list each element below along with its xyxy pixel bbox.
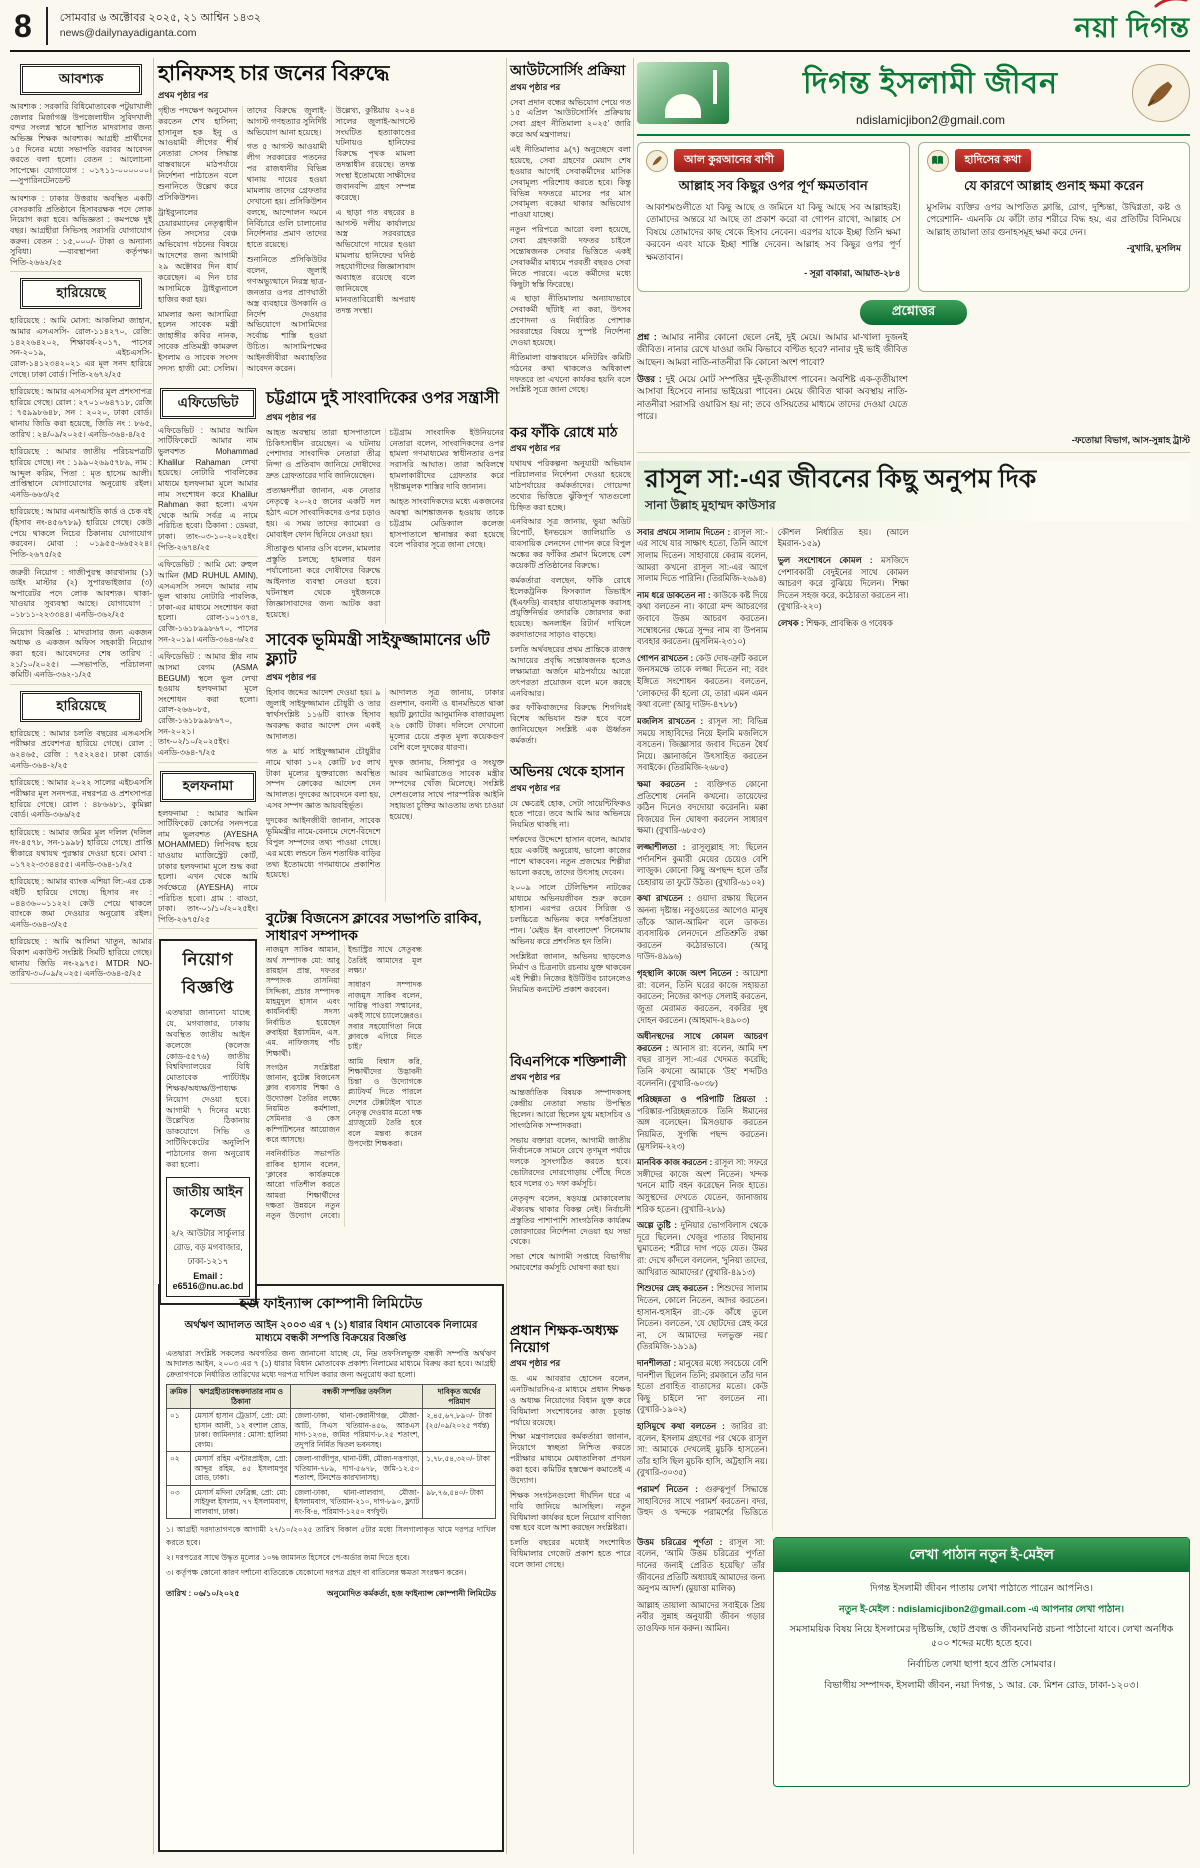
article-headline: বুটেক্স বিজনেস ক্লাবের সভাপতি রাকিব, সাধারণ সম্পাদক xyxy=(266,910,482,943)
paragraph: আহত সাংবাদিকদের মধ্যে একজনের অবস্থা আশঙ্কাজনক হওয়ায় তাকে চট্টগ্রাম মেডিক্যাল কলেজ হাসপাতালে স্থানান্তর করা হয়েছে বলে পরিবার সূত্রে জানা গেছে। xyxy=(389,496,504,550)
paragraph: পরামর্শ নিতেন : গুরুত্বপূর্ণ সিদ্ধান্তে সাহাবিদের সাথে পরামর্শ করতেন। বদর, উহুদ ও খন্দকে পরামর্শের ভিত্তিতে কৌশল নির্ধারিত হয়। (আলে ইমরান-১৫৯) xyxy=(637,526,909,1518)
recruitment-ad xyxy=(159,939,257,1305)
islami-jibon-section xyxy=(637,58,1190,1854)
article-hanif xyxy=(158,62,504,378)
paragraph: নতুন ই-মেইল : ndislamicjibon2@gmail.com -এ আপনার লেখা পাঠান। xyxy=(838,1603,1124,1615)
paragraph: নিয়োগ বিজ্ঞপ্তি : মাদরাসার জন্য একজন অধ্যক্ষ ও একজন অফিস সহকারী নিয়োগ করা হবে। আবেদনের শেষ তারিখ : ২১/১০/২০২৫। —সভাপতি, পরিচালনা কমিটি। এনডি-৩৬২-১/২৫ xyxy=(10,625,152,685)
quran-source: - সূরা বাকারা, আয়াত-২৮৪ xyxy=(804,268,901,279)
paragraph: উত্তম চরিত্রের পূর্ণতা : রাসূল সা: বলেন, 'আমি উত্তম চরিত্রের পূর্ণতা দানের জন্যই প্রেরিত হয়েছি।' তাঁর জীবনের প্রতিটি অধ্যায়ই আমাদের জন্য অনুপম আদর্শ। (মুয়াত্তা মালিক) xyxy=(637,1536,765,1594)
paragraph: হলফনামা : আমার আমিন সার্টিফিকেট কোর্সের সনদপত্রে নাম ভুলবশত (AYESHA MOHAMMED) লিপিবদ্ধ হয়ে যাওয়ায় ম্যাজিস্ট্রেট কোর্ট, ঢাকার হলফনামা মূলে শুদ্ধ করা হলো। এখন থেকে আমি সর্বক্ষেত্রে (AYESHA) নামে পরিচিত হবো। গ্রাম : বাড্ডা, ঢাকা। তাং-০১/১০/২০২৫ইং। পিতি-২৬৭৫/২৫ xyxy=(158,806,258,930)
paragraph: আহত অবস্থায় তারা হাসপাতালে চিকিৎসাধীন রয়েছেন। এ ঘটনায় পেশাদার সাংবাদিক নেতারা তীব্র নিন্দা ও প্রতিবাদ জানিয়ে দোষীদের দ্রুত গ্রেফতারের দাবি জানিয়েছেন। xyxy=(266,427,381,481)
article-headline: সাবেক ভূমিমন্ত্রী সাইফুজ্জামানের ৬টি ফ্ল্যাট xyxy=(266,631,490,668)
section-title-affidavit: এফিডেভিট xyxy=(160,388,256,419)
paragraph: নীতিমালা বাস্তবায়নে মনিটরিং কমিটি গঠনের কথা থাকলেও অধিকাংশ দফতরে তা এখনো কার্যকর হয়নি বলে সংশ্লিষ্ট সূত্রে জানা গেছে। xyxy=(510,352,631,395)
paragraph: সবার প্রথমে সালাম দিতেন : রাসূল সা:-এর সাথে যার সাক্ষাৎ হতো, তিনি আগে সালাম দিতেন। সাহাবায়ে কেরাম বলেন, আমরা কখনো রাসূল সা:-এর আগে সালাম দিতে পারিনি। (তিরমিজি-২৬৯৪) xyxy=(637,526,768,584)
paragraph: ক্ষমা করতেন : ব্যক্তিগত কোনো প্রতিশোধ নেননি কখনো। তায়েফের কঠিন দিনেও বদদোয়া করেননি। মক্কা বিজয়ের দিন ঘোষণা করলেন সাধারণ ক্ষমা। (বুখারি-৬৮৫৩) xyxy=(637,778,768,836)
paragraph: দর্শকদের উদ্দেশে হাসান বলেন, আমার হয়ে একটিই অনুরোধ, ভালো কাজের পাশে থাকবেন। নতুন প্রজন্মের শিল্পীরা ভালো করছে, তাদের উৎসাহ দেবেন। xyxy=(510,835,631,877)
paragraph: দুদক জানায়, সিঙ্গাপুর ও সংযুক্ত আরব আমিরাতেও সাবেক মন্ত্রীর সম্পদের খোঁজ মিলেছে। সংশ্লিষ্ট দেশগুলোর সাথে পারস্পরিক আইনি সহায়তা চুক্তির আওতায় তথ্য চাওয়া হয়েছে। xyxy=(389,757,504,822)
paragraph: উল্লেখ্য, কুষ্টিয়ায় ২০২৪ সালের জুলাই-আগস্টে সংঘটিত হত্যাকাণ্ডের ঘটনায়ও হানিফের বিরুদ্ধে পৃথক মামলা তদন্তাধীন রয়েছে। তদন্ত সংস্থা ইতোমধ্যে সাক্ষীদের জবানবন্দি গ্রহণ সম্পন্ন করেছে। xyxy=(335,105,416,202)
paragraph: হাসিমুখে কথা বলতেন : জারির রা: বলেন, ইসলাম গ্রহণের পর থেকে রাসূল সা: আমাকে দেখলেই মুচকি হাসতেন। তাঁর হাসি ছিল মুচকি হাসি, অট্টহাসি নয়। (বুখারি-৩০৩৫) xyxy=(637,1421,768,1478)
column-rule xyxy=(153,58,154,1854)
table-cell: ৯৮,৭৬,৫৪০/- টাকা xyxy=(423,1485,496,1518)
paragraph: ড. এম আবরার হোসেন বলেন, এনটিআরসিএ-র মাধ্যমে প্রধান শিক্ষক ও অধ্যক্ষ নিয়োগের বিধান যুক্ত করে বিধিমালা সংশোধনের কাজ চূড়ান্ত পর্যায়ে রয়েছে। xyxy=(510,1374,631,1427)
paragraph: দিগন্ত ইসলামী জীবন পাতায় লেখা পাঠাতে পারেন আপনিও। xyxy=(870,1582,1093,1594)
classified-list xyxy=(10,726,152,984)
table-cell: ১,৭৮,৫৪,৩২০/- টাকা xyxy=(423,1452,496,1485)
paragraph: সীতাকুণ্ড থানার ওসি বলেন, মামলার প্রস্তুতি চলছে; হামলার ধরন পর্যালোচনা করে দোষীদের বিরুদ্ধে আইনগত ব্যবস্থা নেওয়া হবে। ঘটনাস্থল থেকে দুইজনকে জিজ্ঞাসাবাদের জন্য আটক করা হয়েছে। xyxy=(266,544,381,619)
article-body xyxy=(510,1374,631,1674)
fifth-column xyxy=(510,58,631,1854)
college-name: জাতীয় আইন কলেজ xyxy=(173,1184,243,1221)
logo-text: নয়া দিগন্ত xyxy=(1074,11,1190,43)
article-flats xyxy=(266,632,504,903)
auction-notice-ad xyxy=(158,1284,504,1852)
paragraph: এফিডেভিট : আমার আমিন সার্টিফিকেটে আমার নাম ভুলবশত Mohammad Khalilur Rahaman লেখা হয়েছে। নোটারি পাবলিকের মাধ্যমে হলফনামা মূলে আমার নাম সংশোধন করে Khalilur Rahman করা হলো। এখন থেকে আমি সর্বত্র এ নামে পরিচিত হবো। ঠিকানা : ডেমরা, ঢাকা। তাং-০৩-১০-২০২৫ইং। পিতি-২৬৭৪/২৫ xyxy=(158,423,258,558)
paragraph: প্রশ্ন : আমার নানীর কোনো ছেলে নেই, দুই মেয়ে। আমার মা-খালা দুজনই জীবিত। নানার রেখে যাওয়া জমি কিভাবে বণ্টিত হবে? নানার দুই ভাই জীবিত আছেন। আমরা নাতি-নাতনীরা কি কোনো অংশ পাবো? xyxy=(637,332,908,367)
page-number: 8 xyxy=(10,7,48,45)
classified-list xyxy=(10,99,152,272)
paragraph: কর ফাঁকিবাজদের বিরুদ্ধে শিগগিরই বিশেষ অভিযান শুরু হবে বলে জানিয়েছেন সংশ্লিষ্ট এক ঊর্ধ্বতন কর্মকর্তা। xyxy=(510,703,631,746)
paragraph: শিশুদের স্নেহ করতেন : শিশুদের সালাম দিতেন, কোলে নিতেন, আদর করতেন। হাসান-হুসাইন রা:-কে কাঁধে তুলে নিতেন। বলতেন, 'যে ছোটদের স্নেহ করে না, সে আমাদের দলভুক্ত নয়।' (তিরমিজি-১৯১৯) xyxy=(637,1283,768,1352)
table-cell: ০২ xyxy=(167,1452,191,1485)
college-address: ২/২ আউটার সার্কুলার রোড, বড় মগবাজার, ঢাকা-১২১৭ xyxy=(171,1228,245,1267)
paragraph: শিক্ষক সংগঠনগুলো দীর্ঘদিন ধরে এ দাবি জানিয়ে আসছিল। নতুন বিধিমালা কার্যকর হলে নিয়োগ বাণিজ্য বন্ধ হবে বলে আশা করছেন সংশ্লিষ্টরা। xyxy=(510,1490,631,1533)
paragraph: দানশীলতা : মানুষের মধ্যে সবচেয়ে বেশি দানশীল ছিলেন তিনি; রমজানে তাঁর দান হতো প্রবাহিত বাতাসের মতো। কেউ কিছু চাইলে 'না' বলতেন না। (বুখারি-১৯০২) xyxy=(637,1357,768,1415)
paragraph: জরুরী নিয়োগ : গাজীপুরস্থ কারখানায় (১) ডাইং মাস্টার (২) সুপারভাইজার (৩) অপারেটর পদে লোক আবশ্যক। থাকা-খাওয়ার সুব্যবস্থা আছে। যোগাযোগ : ০১৮১১-২২৩৩৪৪। এনডি-৩৬২/২৫ xyxy=(10,565,152,625)
article-headline: আউটসোর্সিং প্রক্রিয়া xyxy=(510,62,626,78)
paragraph: সভা শেষে আগামী সপ্তাহে বিভাগীয় সমাবেশের কর্মসূচি ঘোষণা করা হয়। xyxy=(510,1252,631,1273)
continuation-kicker: প্রথম পৃষ্ঠার পর xyxy=(158,89,209,100)
paragraph: চট্টগ্রাম সাংবাদিক ইউনিয়নের নেতারা বলেন, সাংবাদিকদের ওপর হামলা গণমাধ্যমের স্বাধীনতার ওপর সরাসরি আঘাত। তারা অবিলম্বে হামলাকারীদের গ্রেফতার করে দৃষ্টান্তমূলক শাস্তির দাবি জানান। xyxy=(389,427,504,492)
article-hasan xyxy=(510,763,631,1045)
ad-body: এতদ্বারা জানানো যাচ্ছে যে, মগবাজার, ঢাকায় অবস্থিত জাতীয় আইন কলেজে (কলেজ কোড-৫৫৭৬) জাতীয় বিশ্ববিদ্যালয়ের বিধি মোতাবেক পার্টটাইম শিক্ষক/অধ্যক্ষ/উপাধ্যক্ষ নিয়োগ দেওয়া হবে। আগামী ৭ দিনের মধ্যে উল্লেখিত ঠিকানায় ডাকযোগে সিভি ও সার্টিফিকেটের অনুলিপি পাঠানোর জন্য অনুরোধ করা হলো। xyxy=(166,1008,250,1169)
paragraph: ২০০৯ সালে টেলিভিশন নাটকের মাধ্যমে অভিনয়জীবন শুরু করেন হাসান। এরপর ওয়েব সিরিজ ও চলচ্চিত্রে অভিনয় করে দর্শকপ্রিয়তা পান। 'মেইড ইন বাংলাদেশ' সিনেমায় অভিনয় করে প্রশংসিত হন তিনি। xyxy=(510,882,631,947)
table-cell: জেলা-ঢাকা, থানা-লালবাগ, মৌজা-ইসলামবাগ, খতিয়ান-২১০, দাগ-৮৯০, ফ্ল্যাট নং-বি-৪, পরিমাণ-১২৫০ বর্গফুট। xyxy=(291,1485,423,1518)
table-row xyxy=(167,1485,496,1518)
paragraph: শিক্ষা মন্ত্রণালয়ের কর্মকর্তারা জানান, নিয়োগে স্বচ্ছতা নিশ্চিত করতে পরীক্ষার মাধ্যমে মেধাতালিকা প্রণয়ন করা হবে। কমিটির হস্তক্ষেপ কমাতেই এ উদ্যোগ। xyxy=(510,1432,631,1485)
section-title-aboshshok: আবশ্যক xyxy=(20,64,142,95)
article-teacher xyxy=(510,1322,631,1674)
paragraph: প্রত্যক্ষদর্শীরা জানান, এক নেতার নেতৃত্বে ২০-২৫ জনের একটি দল হঠাৎ এসে সাংবাদিকদের ওপর চড়াও হয়। এ সময় তাদের ক্যামেরা ও মোবাইল ফোন ছিনিয়ে নেওয়া হয়। xyxy=(266,486,381,539)
paragraph: মানবিক কাজ করতেন : রাসূল সা: সফরে সঙ্গীদের কাজে অংশ নিতেন। খন্দক খননে মাটি বহন করেছেন নিজ হাতে। অসুস্থদের দেখতে যেতেন, জানাজায় শরিক হতেন। (বুখারি-২৮৯) xyxy=(637,1157,768,1214)
column-rule xyxy=(633,58,634,1854)
paragraph: সভায় বক্তারা বলেন, আগামী জাতীয় নির্বাচনকে সামনে রেখে তৃণমূল পর্যায়ে দলকে সুসংগঠিত করতে হবে। ভোটারদের দোরগোড়ায় পৌঁছে দিতে হবে দলের ৩১ দফা কর্মসূচি। xyxy=(510,1135,631,1189)
section-title: দিগন্ত ইসলামী জীবন xyxy=(802,67,1059,100)
article-headline: বিএনপিকে শক্তিশালী xyxy=(510,1052,627,1069)
article-headline: চট্টগ্রামে দুই সাংবাদিকের ওপর সন্ত্রাসী xyxy=(266,389,500,407)
date-block xyxy=(60,11,261,40)
college-box xyxy=(166,1177,250,1297)
article-tax xyxy=(510,424,631,756)
paragraph: এ ছাড়া গত বছরের ৪ আগস্ট দলীয় কার্যালয়ে অস্ত্র সরবরাহের অভিযোগে দায়ের হওয়া মামলায় হানিফের ঘনিষ্ঠ সহযোগীদের জিজ্ঞাসাবাদ অব্যাহত রয়েছে বলে জানিয়েছে মানবতাবিরোধী অপরাধ তদন্ত সংস্থা। xyxy=(335,207,416,315)
paragraph: হারিয়েছে : আমার এনআইডি কার্ড ও চেক বই (হিসাব নং-৪৫৬৭৮৯) হারিয়ে গেছে। কেউ পেয়ে থাকলে নিচের ঠিকানায় যোগাযোগ করবেন। মোবা : ০১৯৫৫-৬৬৫২২৪। পিতি-২৬৭৫/২৫ xyxy=(10,504,152,564)
submission-box-body xyxy=(774,1572,1189,1710)
logo-swoosh-icon xyxy=(1154,0,1188,8)
ad-title: নিয়োগ বিজ্ঞপ্তি xyxy=(181,950,235,998)
paragraph: মজলিস রাখতেন : রাসূল সা: বিভিন্ন সময়ে সাহাবিদের নিয়ে ইলমি মজলিসে বসতেন। জিজ্ঞাসার জবাব দিতেন ধৈর্য নিয়ে। জ্ঞানার্জনে উৎসাহিত করতেন সবাইকে। (তিরমিজি-২৬৮৫) xyxy=(637,715,768,773)
paragraph: অল্পে তুষ্টি : দুনিয়ার ভোগবিলাস থেকে দূরে ছিলেন। খেজুর পাতার বিছানায় ঘুমাতেন; শরীরে দাগ পড়ে যেত। উমর রা: দেখে কাঁদলে বললেন, 'দুনিয়া তাদের, আখিরাত আমাদের।' (বুখারি-৪৯১৩) xyxy=(637,1220,768,1277)
article-body xyxy=(510,459,631,755)
hadith-headline: যে কারণে আল্লাহ গুনাহ ক্ষমা করেন xyxy=(963,178,1144,193)
feature-body xyxy=(637,527,1190,1531)
continuation-kicker: প্রথম পৃষ্ঠার পর xyxy=(510,443,561,454)
classifieds-column xyxy=(10,58,152,1854)
paragraph: ৩। কর্তৃপক্ষ কোনো কারণ দর্শানো ব্যতিরেকে যেকোনো দরপত্র গ্রহণ বা বাতিলের ক্ষমতা সংরক্ষণ করেন। xyxy=(166,1568,467,1578)
book-icon xyxy=(927,150,949,172)
islami-jibon-header xyxy=(637,58,1190,136)
paragraph: অধীনস্থদের সাথে কোমল আচরণ করতেন : আনাস রা: বলেন, আমি দশ বছর রাসূল সা:-এর খেদমত করেছি; তিনি কখনো আমাকে 'উহ' শব্দটিও বলেননি। (বুখারি-৬০৩৮) xyxy=(637,1031,768,1088)
paragraph: গত ৫ আগস্ট আওয়ামী লীগ সরকারের পতনের পর রাজধানীর বিভিন্ন থানায় দায়ের হওয়া মামলায় তাদের গ্রেফতার দেখানো হয়। প্রসিকিউশন বলছে, আন্দোলন দমনে নির্বিচারে গুলি চালানোর নির্দেশনার প্রমাণ তাদের হাতে রয়েছে। xyxy=(246,142,327,250)
article-body xyxy=(510,98,631,416)
paragraph: নাম ধরে ডাকতেন না : কাউকে কষ্ট দিয়ে কথা বলতেন না। কারো মন্দ আচরণের জবাবে উত্তম আচরণ করতেন। সম্বোধনের ক্ষেত্রে সুন্দর নাম বা উপনাম ব্যবহার করতেন। (মুসলিম-২৩১০) xyxy=(637,589,768,647)
paragraph: লেখক : শিক্ষক, প্রাবন্ধিক ও গবেষক xyxy=(777,618,893,629)
paragraph: সংশ্লিষ্টরা জানান, অভিনয় ছাড়লেও নির্মাণ ও চিত্রনাট্য রচনায় যুক্ত থাকবেন এই শিল্পী। নিজের ইউটিউব চ্যানেলেও নিয়মিত কনটেন্ট প্রকাশ করবেন। xyxy=(510,951,631,994)
quran-headline: আল্লাহ সব কিছুর ওপর পূর্ণ ক্ষমতাবান xyxy=(678,178,868,193)
paragraph: উত্তর : দুই মেয়ে মোট সম্পত্তির দুই-তৃতীয়াংশ পাবেন। অবশিষ্ট এক-তৃতীয়াংশ আসাবা হিসেবে নানার ভাইয়েরা পাবেন। মেয়ে জীবিত থাকা অবস্থায় নাতি-নাতনীরা সরাসরি ওয়ারিস হয় না; তবে ওসিয়তের মাধ্যমে তাদের দেওয়া যেতে পারে। xyxy=(637,373,908,421)
paragraph: দুদকের আইনজীবী জানান, সাবেক ভূমিমন্ত্রীর নামে-বেনামে দেশে-বিদেশে বিপুল সম্পদের তথ্য পাওয়া গেছে। এর মধ্যে লন্ডনে তিন শতাধিক বাড়ির তথ্য ইতোমধ্যে গণমাধ্যমে প্রকাশিত হয়েছে। xyxy=(266,816,381,880)
paragraph: গৃহীত পদক্ষেপ অনুমোদন করতেন শেখ হাসিনা; হাসানুল হক ইনু ও আওয়ামী লীগের শীর্ষ নেতারা সেসব সিদ্ধান্ত বাস্তবায়নে মাঠপর্যায়ে নির্দেশনা পাঠাতেন বলে শুনানিতে উল্লেখ করে প্রসিকিউশন। xyxy=(158,105,238,202)
article-headline: প্রধান শিক্ষক-অধ্যক্ষ নিয়োগ xyxy=(510,1322,619,1355)
article-headline: কর ফাঁকি রোধে মাঠ xyxy=(510,423,618,440)
paragraph: হারিয়েছে : আমার ব্যাংক এশিয়া লি:-এর চেক বইটি হারিয়ে গেছে। হিসাব নং : ০৪৪৩৬০০১১২২। কেউ পেয়ে থাকলে ব্যাংকে জমা দেওয়ার অনুরোধ রইল। এনডি-৩৬৪-৩/২৫ xyxy=(10,874,152,934)
qna-body xyxy=(637,331,1190,431)
quill-icon xyxy=(1144,76,1178,110)
notice-intro: এতদ্বারা সংশ্লিষ্ট সকলের অবগতির জন্য জানানো যাচ্ছে যে, নিম্ন তফসিলভুক্ত বন্ধকী সম্পত্তি অর্থঋণ আদালত আইন, ২০০৩ এর ৭ (১) ধারার বিধান মোতাবেক প্রকাশ্য নিলামের মাধ্যমে বিক্রয় করা হবে। আগ্রহী ক্রেতাগণকে নির্ধারিত তারিখের মধ্যে দরপত্র দাখিল করার জন্য অনুরোধ করা হলো। xyxy=(166,1348,496,1379)
paragraph: এনবিআর সূত্র জানায়, ভুয়া অডিট রিপোর্ট, ইনভয়েস জালিয়াতি ও ব্যবসায়িক লেনদেন গোপন করে বিপুল অঙ্কের কর ফাঁকির প্রমাণ মিলেছে বেশ কয়েকটি প্রতিষ্ঠানের বিরুদ্ধে। xyxy=(510,517,631,570)
center-left-subcolumn xyxy=(158,386,258,1292)
table-cell: জেলা-গাজীপুর, থানা-টঙ্গী, মৌজা-দত্তপাড়া, খতিয়ান-৭৮৯, দাগ-৫৬৭৮, জমি-১২.৫০ শতাংশ, টিনশেড কারখানাসহ। xyxy=(291,1452,423,1485)
paragraph: হারিয়েছে : আমি আলিমা খাতুন, আমার বিকাশ একাউন্ট সংশ্লিষ্ট সিমটি হারিয়ে গেছে। থানায় জিডি নং-২৯৭৫। MTDR NO- তারিখ-৩০/০৯/২০২৫। এনডি-৩৬৪-৫/২৫ xyxy=(10,934,152,984)
paragraph: আবশ্যক : সরকারি বিধিমোতাবেক পটুয়াখালী জেলার মির্জাগঞ্জ উপজেলাধীন সুবিদখালী বন্দর সংলগ্ন স্থানে স্থাপিত মাদরাসার জন্য অভিজ্ঞ শিক্ষক আবশ্যক। আগ্রহী প্রার্থীদের ১৫ দিনের মধ্যে সভাপতি বরাবর আবেদন করতে বলা হলো। বেতন : আলোচনা সাপেক্ষে। যোগাযোগ : ০১৭১১-০০০০০০। —সুপারিনটেনডেন্ট xyxy=(10,99,152,191)
paragraph: হারিয়েছে : আমি মোসা: আকলিমা জাহান, আমার এসএসসি- রোল-১১৪২৭০, রেজি: ১৪২২৬৪২০২, শিক্ষাবর্ষ-২০১৭, পাসের সন-২০১৯, এইচএসসি- রোল-১৪১২৩৪২০২১ এর মূল সনদ হারিয়ে গেছে। ঢাকা বোর্ড। পিতি-২৬৭২/২৫ xyxy=(10,313,152,384)
college-email: Email : e6516@nu.ac.bd xyxy=(172,1271,244,1292)
paragraph: যে ক্ষেত্রেই হোক, সেটা সায়েন্টিফিকও হতে পারে। তবে আমি আর অভিনয়ে নিয়মিত থাকছি না। xyxy=(510,798,631,830)
section-title-hariyechhe-1: হারিয়েছে xyxy=(20,278,142,309)
article-body xyxy=(266,688,504,902)
date-line: সোমবার ৬ অক্টোবর ২০২৫, ২১ আশ্বিন ১৪৩২ xyxy=(59,12,261,25)
paragraph: চলতি বছরের মধ্যেই সংশোধিত বিধিমালার গেজেট প্রকাশ হতে পারে বলে জানা গেছে। xyxy=(510,1538,631,1570)
table-cell: ০১ xyxy=(167,1409,191,1452)
table-cell: মেসার্স হাসান ট্রেডার্স, প্রো: মো: হাসান আলী, ১২ বংশাল রোড, ঢাকা। জামিনদার : মোসা: হালিমা বেগম। xyxy=(191,1409,291,1452)
paragraph: গোপন রাখতেন : কেউ দোষ-ত্রুটি করলে জনসমক্ষে তাকে লজ্জা দিতেন না; বরং ইঙ্গিতে সংশোধন করতেন। বলতেন, 'লোকদের কী হলো যে, তারা এমন এমন কথা বলে!' (আবু দাউদ-৪৭৮৮) xyxy=(637,652,768,710)
paragraph: হারিয়েছে : আমার জমির মূল দলিল (দলিল নং-৪৫৭৮, সন-১৯৯৮) হারিয়ে গেছে। প্রাপ্তি স্বীকারে যথাযথ পুরস্কার দেওয়া হবে। মোবা : ০১৭২২-৩৩৪৪৫৫। এনডি-৩৬৪-১/২৫ xyxy=(10,825,152,875)
article-headline: অভিনয় থেকে হাসান xyxy=(510,763,625,780)
paragraph: হিসাব জব্দের আদেশ দেওয়া হয়। ৯ জুলাই সাইফুজ্জামান চৌধুরী ও তার স্বার্থসংশ্লিষ্ট ১১৬টি ব্যাংক হিসাব অবরুদ্ধ করার আদেশ দেন একই আদালত। xyxy=(266,688,381,741)
article-body xyxy=(510,1088,631,1314)
classified-list xyxy=(158,806,258,930)
section-email: ndislamicjibon2@gmail.com xyxy=(856,113,1005,127)
paragraph: আমি বিশ্বাস করি, শিক্ষার্থীদের উদ্ভাবনী চিন্তা ও উদ্যোগকে প্ল্যাটফর্ম দিতে পারলে দেশের টেক্সটাইল খাতে নেতৃত্ব দেওয়ার মতো দক্ষ গ্র্যাজুয়েট তৈরি হবে বলে মন্তব্য করেন উপদেষ্টা শিক্ষকরা। xyxy=(348,1056,422,1149)
qna-section xyxy=(637,300,1190,453)
paragraph: এ ছাড়া নীতিমালায় অন্যায্যভাবে সেবাকর্মী ছাঁটাই না করা, উৎসব প্রণোদনা ও নির্ধারিত পোশাক সরবরাহের বিষয়ে সুস্পষ্ট নির্দেশনা দেওয়া হয়েছে। xyxy=(510,294,631,347)
paragraph: যথাযথ পরিকল্পনা অনুযায়ী অভিযান পরিচালনার নির্দেশনা দেওয়া হয়েছে মাঠপর্যায়ের কর্মকর্তাদের। গোয়েন্দা তথ্যের ভিত্তিতে ঝুঁকিপূর্ণ খাতগুলো চিহ্নিত করা হচ্ছে। xyxy=(510,459,631,512)
notice-title: অর্থঋণ আদালত আইন ২০০৩ এর ৭ (১) ধারার বিধান মোতাবেক নিলামের মাধ্যমে বন্ধকী সম্পত্তি বিক্রয়ের বিজ্ঞপ্তি xyxy=(184,1319,478,1344)
classified-list xyxy=(158,423,258,763)
ornament-icon xyxy=(1132,64,1190,122)
feature-body-continued xyxy=(637,1537,765,1787)
table-cell: ০৩ xyxy=(167,1485,191,1518)
article-outsourcing xyxy=(510,62,631,416)
paragraph: ভুল সংশোধনে কোমল : মসজিদে পেশাবকারী বেদুইনের সাথে কোমল আচরণ করে বুঝিয়ে দিলেন। শিক্ষা দিতেন সহজ করে, কঠোরতা করতেন না। (বুখারি-২২০) xyxy=(777,554,909,612)
header-rule xyxy=(10,50,1190,52)
paragraph: মামলার অন্য আসামিরা হলেন সাবেক মন্ত্রী জাহাঙ্গীর কবির নানক, সাবেক প্রতিমন্ত্রী কামরুল ইসলাম ও সাবেক সংসদ সদস্য হাজী মো: সেলিম। তাদের বিরুদ্ধে জুলাই-আগস্ট গণহত্যার সুনির্দিষ্ট অভিযোগ আনা হয়েছে। xyxy=(158,105,327,373)
paragraph: হারিয়েছে : আমার এসএসসির মূল প্রশংসাপত্র হারিয়ে গেছে। রোল : ২৭০১০৬৪৭১৮, রেজি : ৭৫৯৯৮৬৪৮, সন : ২০২০, ঢাকা বোর্ড। থানায় জিডি করা হয়েছে, জিডি নং : ৮৬৫, তারিখ : ২৪/০৯/২০২৫। এনডি-৩৬৪-৪/২৫ xyxy=(10,384,152,444)
paragraph: এফিডেভিট : আমি মো: রুহুল আমিন (MD RUHUL AMIN), এসএসসি সনদে আমার নাম ভুল থাকায় নোটারি পাবলিক, ঢাকা-এর মাধ্যমে সংশোধন করা হলো। রোল-১০১৩৭৪, রেজি-১৬১৮৯৯৮৬৭০, পাসের সন-২০১৯। এনডি-৩৬৪-৬/২৫ xyxy=(158,557,258,649)
qna-title: প্রশ্নোত্তর xyxy=(860,300,967,325)
quran-label: আল কুরআনের বাণী xyxy=(674,149,784,172)
paragraph: হারিয়েছে : আমার জাতীয় পরিচয়পত্রটি হারিয়ে গেছে। নং : ১৯৯০২৬৯৫৭৮৯, নাম : আব্দুল করিম, পিতা : মৃত হাসেম আলী। প্রাপ্তিস্থানে যোগাযোগের অনুরোধ রইল। এনডি-৬৬৩/২৫ xyxy=(10,444,152,504)
paragraph: আদালত সূত্র জানায়, ঢাকার গুলশান, বনানী ও ধানমন্ডিতে থাকা ছয়টি ফ্ল্যাটের আনুমানিক বাজারমূল্য ২৬ কোটি টাকা। দলিলে দেখানো মূল্যের চেয়ে প্রকৃত মূল্য কয়েকগুণ বেশি বলে দুদকের ধারণা। xyxy=(389,688,504,752)
feature-headline: রাসূল সা:-এর জীবনের কিছু অনুপম দিক xyxy=(645,465,1037,493)
submission-box-title: লেখা পাঠান নতুন ই-মেইল xyxy=(774,1538,1189,1572)
feature-headline-block xyxy=(637,461,1190,521)
hadith-label: হাদিসের কথা xyxy=(955,149,1032,172)
paragraph: গত ৯ মার্চ সাইফুজ্জামান চৌধুরীর নামে থাকা ১০২ কোটি ৮৫ লাখ টাকা মূল্যের যুক্তরাজ্যে অবস্থিত সম্পদ ক্রোকের আদেশ দেন আদালত। দুদকের আবেদনে বলা হয়, এসব সম্পদ জ্ঞাত আয়বহির্ভূত। xyxy=(266,746,381,811)
qna-source: -ফতোয়া বিভাগ, আস-সুন্নাহ ট্রাস্ট xyxy=(1071,435,1190,445)
paragraph: গৃহস্থালি কাজে অংশ নিতেন : আয়েশা রা: বলেন, তিনি ঘরের কাজে সহায়তা করতেন; নিজের কাপড় সেলাই করতেন, জুতা মেরামত করতেন, বকরির দুধ দোহন করতেন। (আহমাদ-২৪৯০৩) xyxy=(637,968,768,1025)
paragraph: ২। দরপত্রের সাথে উদ্ধৃত মূল্যের ১০% জামানত হিসেবে পে-অর্ডার জমা দিতে হবে। xyxy=(166,1553,410,1563)
continuation-kicker: প্রথম পৃষ্ঠার পর xyxy=(266,411,317,422)
newspaper-logo xyxy=(1075,0,1190,53)
article-chattogram xyxy=(266,390,504,624)
paragraph: সংগঠন সংশ্লিষ্টরা জানান, বুটেক্স বিজনেস ক্লাব ব্যবসায় শিক্ষা ও উদ্যোক্তা তৈরির লক্ষ্যে নিয়মিত কর্মশালা, সেমিনার ও কেস কম্পিটিশনের আয়োজন করে আসছে। xyxy=(266,1062,340,1145)
paragraph: চলতি অর্থবছরের প্রথম প্রান্তিকে রাজস্ব আদায়ের প্রবৃদ্ধি সন্তোষজনক হলেও লক্ষ্যমাত্রা অর্জনে মাঠপর্যায়ে আরো তৎপরতা প্রয়োজন বলে মনে করছে এনবিআর। xyxy=(510,645,631,698)
center-right-subcolumn xyxy=(266,386,504,1276)
article-butex xyxy=(266,910,504,1227)
continuation-kicker: প্রথম পৃষ্ঠার পর xyxy=(510,81,561,92)
paragraph: কথা রাখতেন : ওয়াদা রক্ষায় ছিলেন অনন্য দৃষ্টান্ত। নবুওয়তের আগেও মানুষ তাঁকে 'আল-আমিন' বলে ডাকত। ব্যবসায়িক লেনদেনে প্রতিশ্রুতি রক্ষা করতেন কঠোরভাবে। (আবু দাউদ-৪৯৯৬) xyxy=(637,893,768,962)
article-bnp xyxy=(510,1053,631,1315)
section-title-holofnama: হলফনামা xyxy=(160,771,256,802)
notice-footer xyxy=(166,1588,496,1601)
column-rule xyxy=(506,58,507,1854)
notice-date: তারিখ : ০৬/১০/২০২৫ xyxy=(166,1589,240,1599)
paragraph: আল্লাহ তায়ালা আমাদের সবাইকে প্রিয় নবীর সুন্নাহ অনুযায়ী জীবন গড়ার তাওফিক দান করুন। আমিন। xyxy=(637,1599,765,1634)
paragraph: হারিয়েছে : আমার ২০২২ সালের এইচএসসি পরীক্ষার মূল সনদপত্র, নম্বরপত্র ও প্রশংসাপত্র হারিয়ে গেছে। রোল : ৪৮৬৬৮১, কুমিল্লা বোর্ড। এনডি-৩৬৬/২৫ xyxy=(10,775,152,825)
continuation-kicker: প্রথম পৃষ্ঠার পর xyxy=(510,782,561,793)
table-cell: মেসার্স রহিম এন্টারপ্রাইজ, প্রো: আব্দুর রহিম, ৪৫ ইসলামপুর রোড, ঢাকা। xyxy=(191,1452,291,1485)
feature-byline: সানা উল্লাহ মুহাম্মদ কাউসার xyxy=(645,497,776,512)
advertiser-name: হজ ফাইন্যান্স কোম্পানী লিমিটেড xyxy=(239,1294,423,1311)
paragraph: শুনানিতে প্রসিকিউটর বলেন, জুলাই গণঅভ্যুত্থানে নিরস্ত্র ছাত্র-জনতার ওপর প্রাণঘাতী অস্ত্র ব্যবহারে উসকানি ও নির্দেশ দেওয়ার অভিযোগে আসামিদের সর্বোচ্চ শাস্তি হওয়া উচিত। আসামিপক্ষের আইনজীবীরা অব্যাহতির আবেদন করেন। xyxy=(246,255,327,373)
continuation-kicker: প্রথম পৃষ্ঠার পর xyxy=(510,1358,561,1369)
notice-signature: অনুমোদিত কর্মকর্তা, হজ ফাইন্যান্স কোম্পানী লিমিটেড xyxy=(326,1589,496,1599)
paragraph: নাজমুস সাকিব আমান, অর্থ সম্পাদক মো: আবু রায়হান প্রান্ত, দফতর সম্পাদক তাসনিয়া সিদ্দিকা, প্রচার সম্পাদক মাহমুদুল হাসান এবং কার্যনির্বাহী সদস্য নির্বাচিত হয়েছেন রুবাইয়া ইয়াসমিন, এস. এম. নাফিজসহ পাঁচ শিক্ষার্থী। xyxy=(266,945,340,1058)
table-row xyxy=(167,1385,496,1409)
continuation-kicker: প্রথম পৃষ্ঠার পর xyxy=(510,1072,561,1083)
table-cell: দাবিকৃত অর্থের পরিমাণ xyxy=(423,1385,496,1409)
table-cell: বন্ধকী সম্পত্তির তফসিল xyxy=(291,1385,423,1409)
article-body xyxy=(510,799,631,1045)
paragraph: ট্রাইব্যুনালের চেয়ারম্যানের নেতৃত্বাধীন তিন সদস্যের বেঞ্চ অভিযোগ গঠনের বিষয়ে আদেশের জন্য আগামী ২৯ অক্টোবর দিন ধার্য করেছেন। এ দিন চার আসামিকে ট্রাইব্যুনালে হাজির করা হয়। xyxy=(158,207,238,304)
table-cell: মেসার্স মদিনা ফেব্রিক্স, প্রো: মো: সাইফুল ইসলাম, ৭৭ ইসলামবাগ, লালবাগ, ঢাকা। xyxy=(191,1485,291,1518)
notice-conditions xyxy=(166,1524,496,1580)
paragraph: নতুন পরিপত্রে আরো বলা হয়েছে, সেবা গ্রহণকারী দফতর চাইলে সন্তোষজনক সেবার ভিত্তিতে একই সেবাকর্মীর মাধ্যমে পরবর্তী বছরও সেবা নিতে পারবে। এতে কর্মীদের মধ্যে কিছুটা স্বস্তি ফিরেছে। xyxy=(510,225,631,289)
paragraph: এই নীতিমালার ৯(৭) অনুচ্ছেদে বলা হয়েছে, সেবা গ্রহণের মেয়াদ শেষ হওয়ার আগেই সেবাকর্মীদের মাসিক সেবামূল্য পরিশোধ করতে হবে। কিন্তু বিভিন্ন দফতরে মাসের পর মাস সেবামূল্য বকেয়া থাকার অভিযোগ পাওয়া যাচ্ছে। xyxy=(510,145,631,220)
paragraph: কর্মকর্তারা বলছেন, ফাঁকি রোধে ইলেকট্রনিক ফিসক্যাল ডিভাইস (ইএফডি) ব্যবহার বাধ্যতামূলক করাসহ প্রযুক্তিনির্ভর তদারকি জোরদার করা হয়েছে। অনলাইন রিটার্ন দাখিলে করদাতাদের সাড়াও বাড়ছে। xyxy=(510,575,631,640)
article-headline: হানিফসহ চার জনের বিরুদ্ধে xyxy=(158,62,390,85)
article-body xyxy=(158,106,504,378)
hadith-box xyxy=(918,142,1191,292)
paragraph: বিভাগীয় সম্পাদক, ইসলামী জীবন, নয়া দিগন্ত, ১ আর. কে. মিশন রোড, ঢাকা-১২০৩। xyxy=(824,1679,1139,1691)
paragraph: আবশ্যক : ঢাকার উত্তরায় অবস্থিত একটি বেসরকারি প্রতিষ্ঠানে হিসাবরক্ষক পদে লোক নিয়োগ করা হবে। অভিজ্ঞতা : কমপক্ষে দুই বছর। আগ্রহীরা সিভিসহ সরাসরি যোগাযোগ করুন। বেতন : ১৫,০০০/- টাকা ও অন্যান্য সুবিধা। —ব্যবস্থাপনা কর্তৃপক্ষ। পিতি-২৬৬২/২৫ xyxy=(10,191,152,272)
mosque-photo xyxy=(637,62,729,124)
paragraph: সেবা প্রদান বন্ধের অভিযোগ পেয়ে গত ১৫ এপ্রিল 'আউটসোর্সিং প্রক্রিয়ায় সেবা গ্রহণ নীতিমালা ২০২৫' জারি করে অর্থ মন্ত্রণালয়। xyxy=(510,97,631,140)
quran-body: আকাশমণ্ডলীতে যা কিছু আছে ও জমিনে যা কিছু আছে সব আল্লাহরই। তোমাদের অন্তরে যা আছে তা প্রকাশ করো বা গোপন রাখো, আল্লাহ সে বিষয়ে তোমাদের কাছ থেকে হিসাব নেবেন। এরপর যাকে ইচ্ছা তিনি ক্ষমা করবেন এবং যাকে ইচ্ছা শাস্তি দেবেন। আল্লাহ সব কিছুর ওপর পূর্ণ ক্ষমতাবান। xyxy=(646,202,901,262)
table-cell: ২,৪৫,৬৭,৮৯০/- টাকা (২৫/০৯/২০২৫ পর্যন্ত) xyxy=(423,1409,496,1452)
table-cell: ক্রমিক xyxy=(167,1385,191,1409)
classified-list xyxy=(10,313,152,684)
submission-box xyxy=(773,1537,1190,1787)
hadith-body: মুসলিম ব্যক্তির ওপর আপতিত ক্লান্তি, রোগ, দুশ্চিন্তা, উদ্বিগ্নতা, কষ্ট ও পেরেশানি- এমনকি যে কাঁটা তার শরীরে বিদ্ধ হয়, এর প্রতিটির বিনিময়ে আল্লাহ তায়ালা তার গুনাহসমূহ ক্ষমা করে দেন। xyxy=(926,202,1181,237)
paragraph: হারিয়েছে : আমার চলতি বছরের এসএসসি পরীক্ষার প্রবেশপত্র হারিয়ে গেছে। রোল : ৬২৪৬৫, রেজি : ৭৫২২৪৫। ঢাকা বোর্ড। এনডি-৩৬৪-২/২৫ xyxy=(10,726,152,776)
center-zone xyxy=(158,58,504,1854)
paragraph: পরিচ্ছন্নতা ও পরিপাটি প্রিয়তা : পরিষ্কার-পরিচ্ছন্নতাকে তিনি ঈমানের অঙ্গ বলেছেন। মিসওয়াক করতেন নিয়মিত, সুগন্ধি পছন্দ করতেন। (মুসলিম-২২৩) xyxy=(637,1094,768,1151)
article-body xyxy=(266,428,504,624)
paragraph: সাধারণ সম্পাদক নাজমুস সাকিব বলেন, 'দায়িত্ব পাওয়া সম্মানের, একই সাথে চ্যালেঞ্জেরও। সবার সহযোগিতা নিয়ে ক্লাবকে এগিয়ে নিতে চাই।' xyxy=(348,980,422,1052)
paragraph: নেতৃবৃন্দ বলেন, ষড়যন্ত্র মোকাবেলায় ঐক্যবদ্ধ থাকার বিকল্প নেই। নির্বাচনী প্রস্তুতির পাশাপাশি সাংগঠনিক কার্যক্রম জোরদারের নির্দেশনা দেওয়া হয় সভা থেকে। xyxy=(510,1193,631,1247)
paragraph: লজ্জাশীলতা : রাসূলুল্লাহ সা: ছিলেন পর্দানশিন কুমারী মেয়ের চেয়েও বেশি লাজুক। কোনো কিছু অপছন্দ হলে তাঁর চেহারায় তা ফুটে উঠত। (বুখারি-৬১০২) xyxy=(637,841,768,887)
page-header xyxy=(10,4,1190,48)
table-cell: ঋণগ্রহীতা/বন্ধকদাতার নাম ও ঠিকানা xyxy=(191,1385,291,1409)
hadith-source: -বুখারি, মুসলিম xyxy=(1126,243,1181,254)
quran-box xyxy=(637,142,910,292)
continuation-kicker: প্রথম পৃষ্ঠার পর xyxy=(266,672,317,683)
paragraph: আন্তর্জাতিক বিষয়ক সম্পাদকসহ কেন্দ্রীয় নেতারা সভায় উপস্থিত ছিলেন। আরো ছিলেন যুগ্ম মহাসচিব ও সাংগঠনিক সম্পাদকরা। xyxy=(510,1088,631,1130)
paragraph: নবনির্বাচিত সভাপতি রাকিব হাসান বলেন, 'ক্লাবের কার্যক্রমকে আরো গতিশীল করতে আমরা শিক্ষার্থীদের দক্ষতা উন্নয়নে নতুন নতুন উদ্যোগ নেবো। ইন্ডাস্ট্রির সাথে সেতুবন্ধ তৈরিই আমাদের মূল লক্ষ্য।' xyxy=(266,945,422,1221)
pen-icon xyxy=(646,150,668,172)
section-title-hariyechhe-2: হারিয়েছে xyxy=(20,691,142,722)
table-cell: জেলা-ঢাকা, থানা-কেরানীগঞ্জ, মৌজা-আটি, সিএস খতিয়ান-৪৫৬, আরএস দাগ-১২৩৪, জমির পরিমাণ-৮.২৫ শতাংশ, তদুপরি নির্মিত দ্বিতল ভবনসহ। xyxy=(291,1409,423,1452)
paragraph: এফিডেভিট : আমার স্ত্রীর নাম আসমা বেগম (ASMA BEGUM) স্থলে ভুল লেখা হওয়ায় হলফনামা মূলে সংশোধন করা হলো। রোল-২৬৬০৮৫, রেজি-১৬১৮৯৯৮৬৭০, সন-২০২১। তাং-০২/১০/২০২৫ইং। এনডি-৩৬৪-৭/২৫ xyxy=(158,649,258,762)
paragraph: ১। আগ্রহী দরদাতাগণকে আগামী ২৭/১০/২০২৫ তারিখ বিকাল ৫টার মধ্যে সিলগালাকৃত খামে দরপত্র দাখিল করতে হবে। xyxy=(166,1525,496,1548)
article-body xyxy=(266,945,504,1227)
contact-email: news@dailynayadiganta.com xyxy=(59,27,197,40)
table-row xyxy=(167,1452,496,1485)
table-row xyxy=(167,1409,496,1452)
notice-table xyxy=(166,1384,496,1519)
paragraph: নির্বাচিত লেখা ছাপা হবে প্রতি সোমবার। xyxy=(907,1658,1056,1670)
paragraph: সমসাময়িক বিষয় নিয়ে ইসলামের দৃষ্টিভঙ্গি, ছোট প্রবন্ধ ও জীবনঘনিষ্ঠ রচনা পাঠানো যাবে। লেখা অনধিক ৫০০ শব্দের মধ্যে হতে হবে। xyxy=(789,1624,1174,1650)
